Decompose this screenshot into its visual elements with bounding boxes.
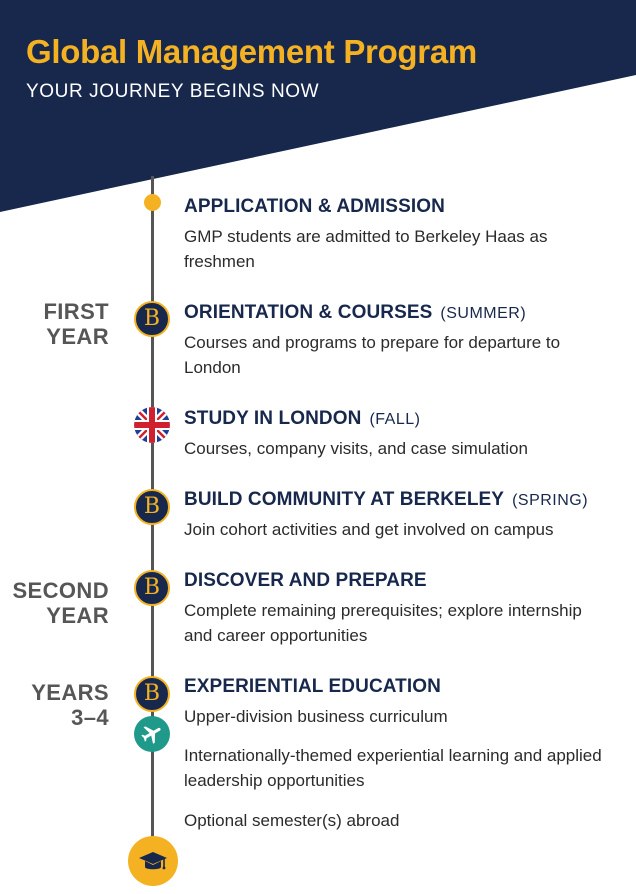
- step-title-text: APPLICATION & ADMISSION: [184, 196, 445, 217]
- step-title-experiential: [184, 676, 441, 698]
- berkeley-b-icon: B: [134, 570, 170, 606]
- step-title-london: [184, 408, 420, 430]
- step-description-orientation: Courses and programs to prepare for departure to London: [184, 333, 561, 377]
- step-title-text: ORIENTATION & COURSES: [184, 302, 433, 323]
- page-subtitle: YOUR JOURNEY BEGINS NOW: [26, 81, 320, 102]
- step-description-london: Courses, company visits, and case simulation: [184, 439, 528, 458]
- step-title-text: DISCOVER AND PREPARE: [184, 570, 427, 591]
- step-season-note: (FALL): [369, 411, 421, 428]
- step-title-orientation: [184, 302, 526, 324]
- step-description-experiential: Upper-division business curriculum: [184, 707, 448, 726]
- step-season-note: (SPRING): [512, 492, 589, 509]
- berkeley-b-icon: B: [134, 301, 170, 337]
- page-title: Global Management Program: [26, 33, 477, 70]
- berkeley-b-icon: B: [134, 676, 170, 712]
- step-title-community: [184, 489, 588, 511]
- union-jack-flag-icon: [134, 407, 170, 443]
- step-title-application: [184, 196, 445, 218]
- gold-dot-icon: [144, 194, 161, 211]
- step-title-text: STUDY IN LONDON: [184, 408, 362, 429]
- step-title-text: BUILD COMMUNITY AT BERKELEY: [184, 489, 505, 510]
- step-description-discover: Complete remaining prerequisites; explore internship and career opportunities: [184, 601, 582, 645]
- year-label-line: SECOND: [12, 578, 109, 603]
- year-label-line: YEAR: [46, 603, 109, 628]
- step-description-abroad: Optional semester(s) abroad: [184, 811, 400, 830]
- step-description-application: GMP students are admitted to Berkeley Haas as freshmen: [184, 227, 548, 271]
- step-description-international: Internationally-themed experiential learning and applied leadership opportunities: [184, 746, 602, 790]
- year-label-line: YEARS: [31, 680, 109, 705]
- year-label-line: 3–4: [71, 705, 109, 730]
- year-label-years-3-4: [31, 680, 109, 730]
- step-title-discover: [184, 570, 427, 592]
- step-season-note: (SUMMER): [440, 305, 527, 322]
- step-title-text: EXPERIENTIAL EDUCATION: [184, 676, 441, 697]
- year-label-second: [12, 578, 109, 628]
- airplane-icon: [134, 716, 170, 752]
- year-label-line: YEAR: [46, 324, 109, 349]
- year-label-first: [43, 299, 109, 349]
- year-label-line: FIRST: [43, 299, 109, 324]
- step-description-community: Join cohort activities and get involved on campus: [184, 520, 554, 539]
- graduation-cap-icon: [128, 836, 178, 886]
- berkeley-b-icon: B: [134, 489, 170, 525]
